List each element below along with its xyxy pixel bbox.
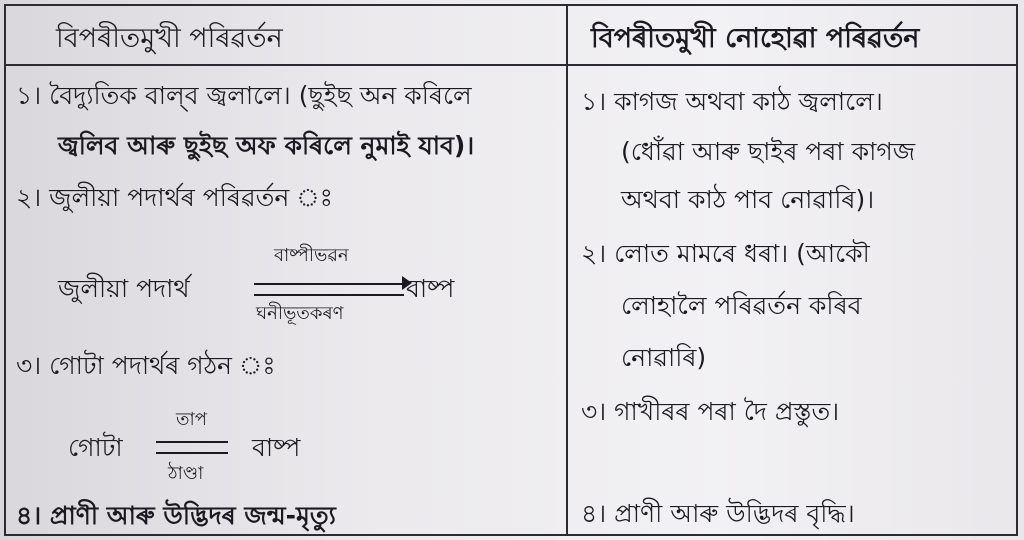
right-item1-line1: ১। কাগজ অথবা কাঠ জ্বলালে। xyxy=(581,87,883,116)
right-item3: ৩। গাখীৰৰ পৰা দৈ প্ৰস্তুত। xyxy=(581,397,840,426)
eq1-top-label: বাষ্পীভৱন xyxy=(274,245,349,266)
header-reversible: বিপৰীতমুখী পৰিৱৰ্তন xyxy=(56,23,283,54)
header-divider xyxy=(6,64,1016,66)
eq1-from: জুলীয়া পদাৰ্থ xyxy=(58,274,190,303)
eq2-bottom-label: ঠাণ্ডা xyxy=(168,463,204,484)
comparison-table xyxy=(4,4,1018,536)
eq2-arrow-bottom xyxy=(156,452,228,454)
column-divider xyxy=(566,6,568,534)
left-item2-title: ২। জুলীয়া পদাৰ্থৰ পৰিৱৰ্তন ঃ xyxy=(16,183,333,212)
left-item3-title: ৩। গোটা পদাৰ্থৰ গঠন ঃ xyxy=(16,351,276,380)
left-item4: ৪। প্ৰাণী আৰু উদ্ভিদৰ জন্ম-মৃত্যু xyxy=(16,501,336,530)
right-item2-line2: লোহালৈ পৰিৱৰ্তন কৰিব xyxy=(621,291,862,320)
right-item2-line3: নোৱাৰি) xyxy=(621,343,707,372)
right-item2-line1: ২। লোত মামৰে ধৰা। (আকৌ xyxy=(581,239,870,268)
left-item1-line1: ১। বৈদ্যুতিক বাল্‌ব জ্বলালে। (ছুইছ অন কৰিলে xyxy=(16,81,472,110)
right-item1-line3: অথবা কাঠ পাব নোৱাৰি)। xyxy=(621,185,875,214)
eq2-top-label: তাপ xyxy=(176,409,207,430)
eq2-from: গোটা xyxy=(68,433,123,462)
eq1-arrow-top xyxy=(254,283,404,285)
eq1-bottom-label: ঘনীভূতকৰণ xyxy=(256,303,344,324)
eq2-arrow-top xyxy=(156,441,228,443)
eq2-to: বাষ্প xyxy=(252,433,301,462)
right-item4: ৪। প্ৰাণী আৰু উদ্ভিদৰ বৃদ্ধি। xyxy=(581,499,855,528)
header-irreversible: বিপৰীতমুখী নোহোৱা পৰিৱৰ্তন xyxy=(591,23,920,54)
right-item1-line2: (ধোঁৱা আৰু ছাইৰ পৰা কাগজ xyxy=(621,137,916,166)
left-item1-line2: জ্বলিব আৰু ছুইছ অফ কৰিলে নুমাই যাব)। xyxy=(58,131,475,160)
eq1-to: বাষ্প xyxy=(406,274,455,303)
